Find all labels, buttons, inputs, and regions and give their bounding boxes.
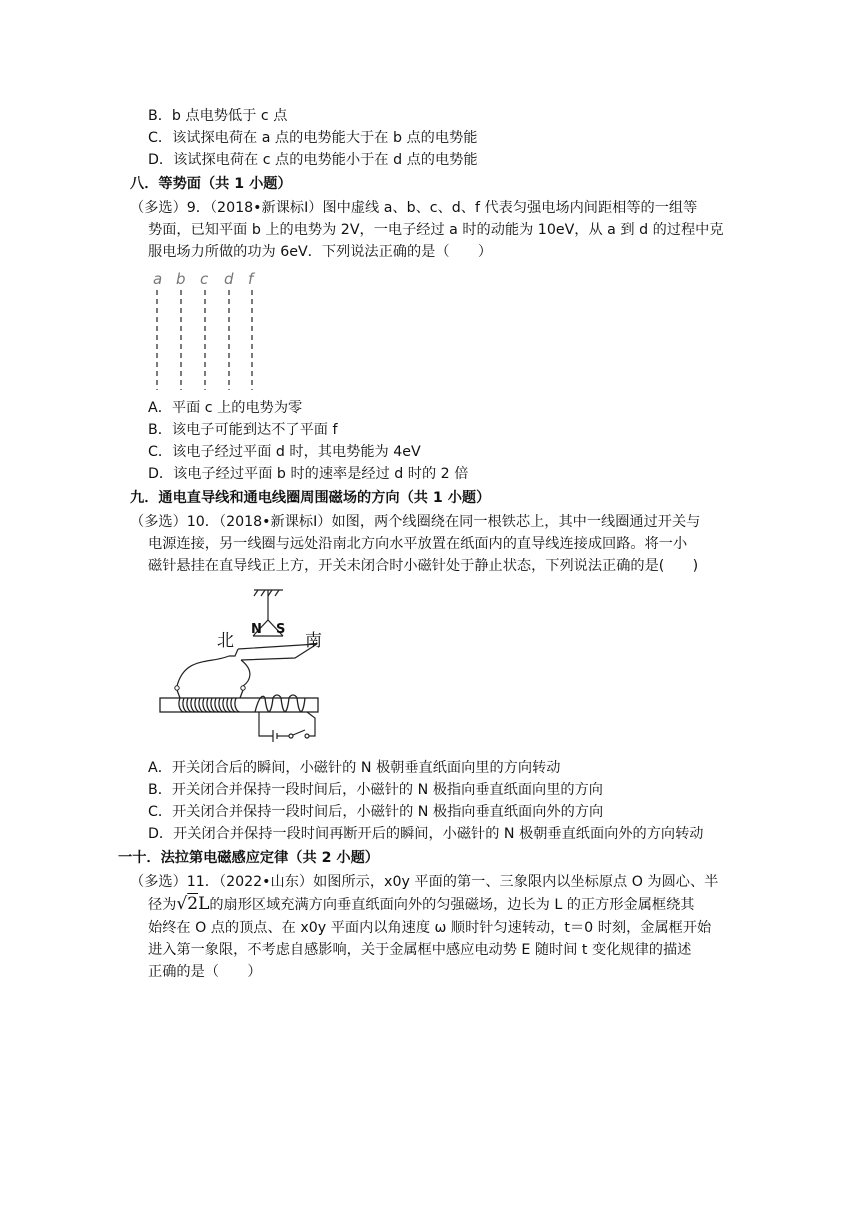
plane-label-c: c [200, 270, 209, 288]
q11-stem-line5: 正确的是（ ） [148, 964, 262, 980]
q11-stem-line2 [148, 894, 694, 915]
q8-option-c: C．该试探电荷在 a 点的电势能大于在 b 点的电势能 [148, 130, 478, 146]
q9-option-b: B．该电子可能到达不了平面 f [148, 422, 338, 438]
section-heading-9: 九．通电直导线和通电线圈周围磁场的方向（共 1 小题） [130, 490, 491, 506]
q10-option-a: A．开关闭合后的瞬间，小磁针的 N 极朝垂直纸面向里的方向转动 [148, 760, 561, 776]
south-label: 南 [305, 631, 322, 651]
q9-option-c: C．该电子经过平面 d 时，其电势能为 4eV [148, 444, 421, 460]
q10-option-c: C．开关闭合并保持一段时间后，小磁针的 N 极指向垂直纸面向外的方向 [148, 804, 604, 820]
plane-label-b: b [176, 270, 186, 288]
section-heading-10: 一十．法拉第电磁感应定律（共 2 小题） [118, 850, 379, 866]
north-label: 北 [217, 631, 234, 651]
q9-stem-line3: 服电场力所做的功为 6eV．下列说法正确的是（ ） [148, 244, 493, 260]
q10-stem-line2: 电源连接，另一线圈与远处沿南北方向水平放置在纸面内的直导线连接成回路。将一小 [148, 536, 688, 552]
battery-switch-circuit [259, 712, 315, 742]
q10-option-b: B．开关闭合并保持一段时间后，小磁针的 N 极指向垂直纸面向里的方向 [148, 782, 603, 798]
coil-compass-figure [155, 586, 330, 756]
q9-stem-line1: （多选）9．（2018•新课标Ⅰ）图中虚线 a、b、c、d、f 代表匀强电场内间距相等的一组等 [130, 200, 698, 216]
q11-stem-line3: 始终在 O 点的顶点、在 x0y 平面内以角速度 ω 顺时针匀速转动，t＝0 时刻，金属框开始 [148, 920, 712, 936]
section-heading-8: 八．等势面（共 1 小题） [130, 176, 292, 192]
q11-stem-line4: 进入第一象限，不考虑自感影响，关于金属框中感应电动势 E 随时间 t 变化规律的描述 [148, 942, 692, 958]
q11-line2-post: 的扇形区域充满方向垂直纸面向外的匀强磁场，边长为 L 的正方形金属框绕其 [209, 897, 695, 913]
sqrt-expression: √2L [176, 894, 210, 914]
plane-label-a: a [153, 270, 163, 288]
q9-option-d: D．该电子经过平面 b 时的速率是经过 d 时的 2 倍 [148, 466, 469, 482]
q10-stem-line1: （多选）10．（2018•新课标Ⅰ）如图，两个线圈绕在同一根铁芯上，其中一线圈通过开关与 [130, 514, 701, 530]
n-pole-label: N [251, 622, 262, 637]
q9-stem-line2: 势面，已知平面 b 上的电势为 2V，一电子经过 a 时的动能为 10eV，从 a 到 d 的过程中克 [148, 222, 724, 238]
connecting-wire-1 [177, 656, 229, 686]
equipotential-planes-figure [140, 264, 280, 396]
sqrt-radicand: 2 [187, 894, 199, 914]
q10-option-d: D．开关闭合并保持一段时间再断开后的瞬间，小磁针的 N 极朝垂直纸面向外的方向转动 [148, 826, 704, 842]
plane-label-d: d [224, 270, 234, 288]
q9-option-a: A．平面 c 上的电势为零 [148, 400, 303, 416]
s-pole-label: S [276, 622, 286, 637]
straight-wire [229, 644, 317, 660]
sqrt-var: L [198, 894, 210, 914]
connecting-wire-2 [241, 660, 250, 686]
q11-stem-line1: （多选）11．（2022•山东）如图所示，x0y 平面的第一、三象限内以坐标原点 O 为圆心、半 [130, 874, 719, 890]
q8-option-d: D．该试探电荷在 c 点的电势能小于在 d 点的电势能 [148, 152, 478, 168]
plane-label-f: f [248, 270, 254, 288]
q11-line2-pre: 径为 [148, 897, 177, 913]
q10-stem-line3: 磁针悬挂在直导线正上方，开关未闭合时小磁针处于静止状态，下列说法正确的是( ) [148, 558, 699, 574]
q8-option-b: B．b 点电势低于 c 点 [148, 108, 288, 124]
